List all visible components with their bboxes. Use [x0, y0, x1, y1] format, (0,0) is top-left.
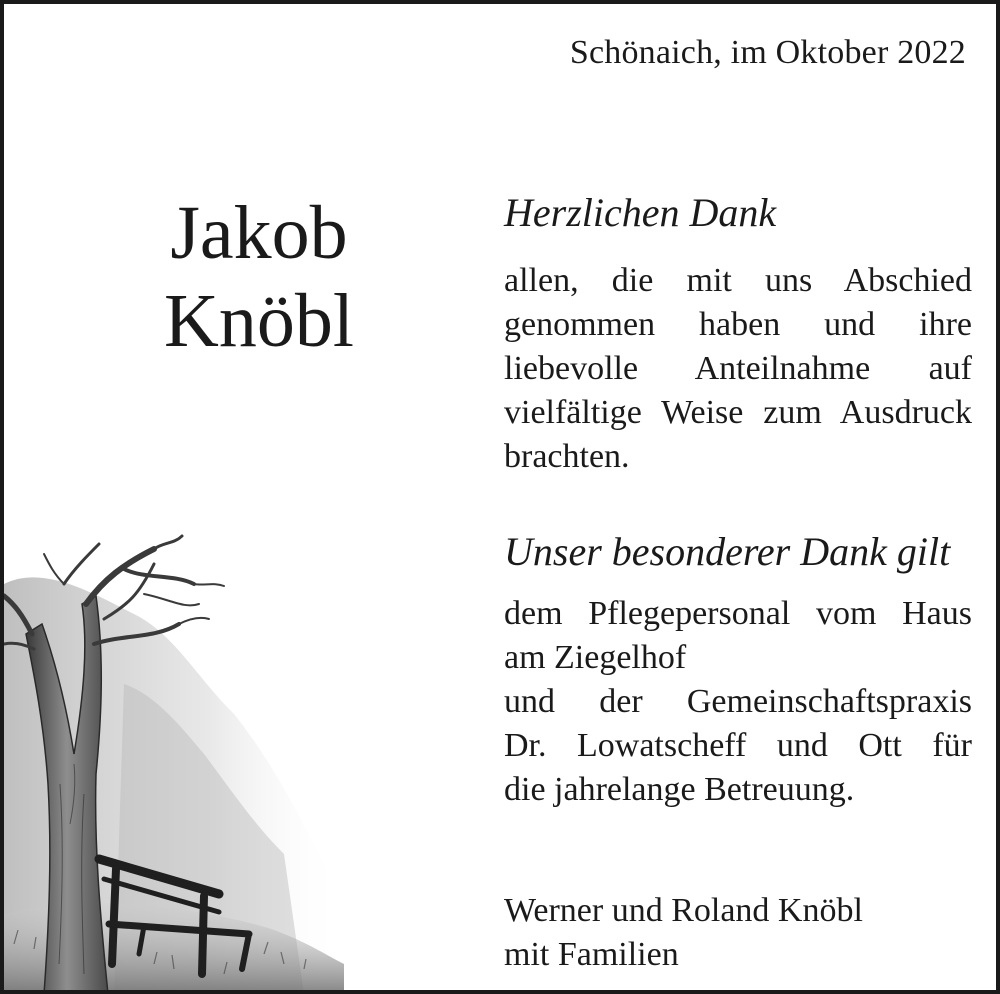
special-thanks-line: am Ziegelhof: [504, 639, 687, 676]
first-name: Jakob: [170, 191, 348, 275]
special-thanks-line: und der Gemeinschaftspraxis: [504, 683, 972, 720]
special-thanks-line: dem Pflegepersonal vom Haus: [504, 595, 972, 632]
thanks-line: liebevolle Anteilnahme auf: [504, 350, 972, 387]
last-name: Knöbl: [164, 279, 354, 363]
place-date: Schönaich, im Oktober 2022: [569, 34, 966, 71]
thanks-text: [504, 259, 972, 479]
thanks-line: brachten.: [504, 438, 630, 475]
special-thanks-line: die jahrelange Betreuung.: [504, 771, 855, 808]
deceased-name: [144, 189, 374, 365]
thanks-line: genommen haben und ihre: [504, 306, 972, 343]
special-thanks-line: Dr. Lowatscheff und Ott für: [504, 727, 972, 764]
tree-and-bench-drawing-icon: [4, 524, 344, 994]
thanks-line: vielfältige Weise zum Ausdruck: [504, 394, 972, 431]
signature-names: Werner und Roland Knöbl: [504, 892, 863, 929]
thanks-heading: Herzlichen Dank: [504, 190, 777, 235]
special-thanks-text: [504, 592, 972, 812]
signature-family: mit Familien: [504, 936, 679, 973]
special-thanks-heading: Unser besonderer Dank gilt: [504, 529, 951, 574]
signature: [504, 889, 863, 977]
thanks-line: allen, die mit uns Abschied: [504, 262, 972, 299]
